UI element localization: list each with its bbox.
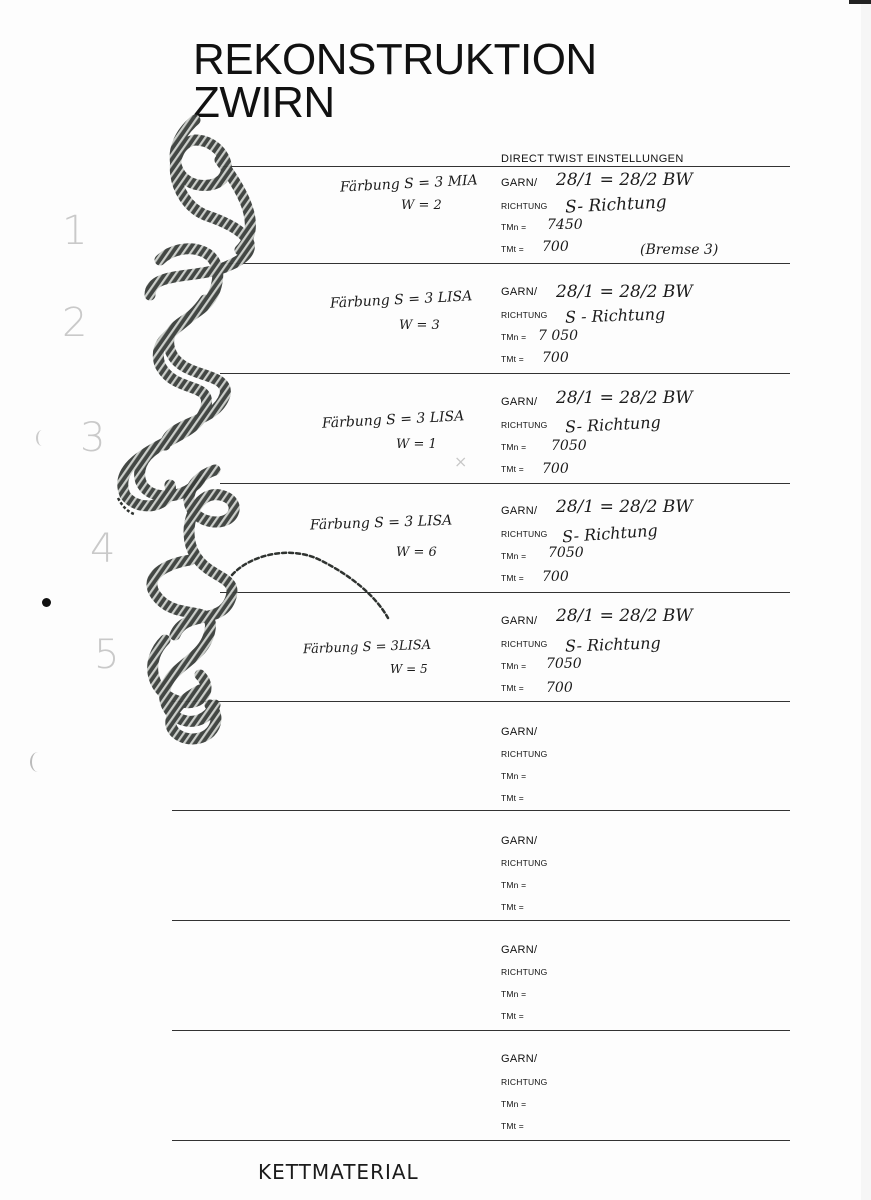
- garn-label: GARN/: [501, 944, 538, 956]
- tmt-label: TMt =: [501, 464, 524, 474]
- richtung-label: RICHTUNG: [501, 529, 548, 539]
- row-4-tmn-value: 7050: [548, 545, 584, 561]
- tmn-label: TMn =: [501, 661, 527, 671]
- row-2-tmn-value: 7 050: [538, 328, 579, 344]
- row-5-left-line-1: Färbung S = 3LISA: [302, 637, 432, 658]
- section-heading: DIRECT TWIST EINSTELLUNGEN: [501, 153, 684, 165]
- garn-label: GARN/: [501, 1053, 538, 1065]
- row-5-garn-value: 28/1 = 28/2 BW: [556, 606, 693, 626]
- tmt-label: TMt =: [501, 902, 524, 912]
- title-line-2: ZWIRN: [193, 78, 335, 127]
- row-4-garn-value: 28/1 = 28/2 BW: [556, 497, 693, 517]
- row-3-pencil-x: ×: [454, 452, 468, 471]
- tmn-label: TMn =: [501, 1099, 527, 1109]
- yarn-skein-upper: [123, 120, 251, 506]
- row-2-garn-value: 28/1 = 28/2 BW: [556, 282, 693, 302]
- row-number-5: 5: [94, 632, 120, 678]
- row-number-1: 1: [62, 208, 88, 254]
- richtung-label: RICHTUNG: [501, 201, 548, 211]
- richtung-label: RICHTUNG: [501, 639, 548, 649]
- tmt-label: TMt =: [501, 244, 524, 254]
- row-3-garn-value: 28/1 = 28/2 BW: [556, 388, 693, 408]
- row-3-tmt-value: 700: [542, 461, 569, 477]
- row-3-left-line-1: Färbung S = 3 LISA: [321, 408, 465, 432]
- tmt-label: TMt =: [501, 1011, 524, 1021]
- row-1-garn-value: 28/1 = 28/2 BW: [556, 170, 693, 190]
- row-1-left-line-1: Färbung S = 3 MIA: [339, 172, 479, 196]
- row-number-4: 4: [90, 526, 116, 572]
- richtung-label: RICHTUNG: [501, 749, 548, 759]
- tmn-label: TMn =: [501, 989, 527, 999]
- row-5-tmn-value: 7050: [546, 656, 582, 672]
- row-number-2: 2: [62, 300, 88, 346]
- richtung-label: RICHTUNG: [501, 858, 548, 868]
- row-2-tmt-value: 700: [542, 350, 569, 366]
- footer-note: KETTMATERIAL: [258, 1160, 419, 1184]
- garn-label: GARN/: [501, 396, 538, 408]
- tmn-label: TMn =: [501, 442, 527, 452]
- tmt-label: TMt =: [501, 573, 524, 583]
- tmt-label: TMt =: [501, 793, 524, 803]
- row-2-left-line-1: Färbung S = 3 LISA: [329, 288, 473, 312]
- row-1-left-line-2: W = 2: [401, 198, 442, 213]
- garn-label: GARN/: [501, 286, 538, 298]
- row-1-note: (Bremse 3): [640, 242, 719, 258]
- row-number-3: 3: [80, 415, 106, 461]
- tmt-label: TMt =: [501, 1121, 524, 1131]
- tmt-label: TMt =: [501, 683, 524, 693]
- garn-label: GARN/: [501, 726, 538, 738]
- row-5-left-line-2: W = 5: [390, 662, 428, 676]
- row-5-tmt-value: 700: [546, 680, 573, 696]
- tmt-label: TMt =: [501, 354, 524, 364]
- row-3-richtung-value: S- Richtung: [564, 412, 662, 437]
- row-4-richtung-value: S- Richtung: [561, 520, 659, 547]
- row-1-tmt-value: 700: [542, 239, 569, 255]
- row-4-left-line-2: W = 6: [396, 545, 437, 560]
- tmn-label: TMn =: [501, 332, 527, 342]
- tmn-label: TMn =: [501, 551, 527, 561]
- row-1-richtung-value: S- Richtung: [564, 192, 668, 218]
- richtung-label: RICHTUNG: [501, 967, 548, 977]
- richtung-label: RICHTUNG: [501, 420, 548, 430]
- richtung-label: RICHTUNG: [501, 310, 548, 320]
- row-2-richtung-value: S - Richtung: [564, 304, 666, 327]
- garn-label: GARN/: [501, 177, 538, 189]
- garn-label: GARN/: [501, 835, 538, 847]
- row-3-tmn-value: 7050: [551, 438, 587, 454]
- tmn-label: TMn =: [501, 771, 527, 781]
- richtung-label: RICHTUNG: [501, 1077, 548, 1087]
- row-4-tmt-value: 700: [542, 569, 569, 585]
- row-2-left-line-2: W = 3: [399, 318, 440, 333]
- row-5-richtung-value: S- Richtung: [564, 633, 662, 656]
- tmn-label: TMn =: [501, 880, 527, 890]
- yarn-skein-lower: [152, 470, 234, 739]
- garn-label: GARN/: [501, 615, 538, 627]
- yarn-loose-end: [232, 553, 388, 618]
- row-1-tmn-value: 7450: [547, 217, 583, 233]
- garn-label: GARN/: [501, 505, 538, 517]
- title-line-1: REKONSTRUKTION: [193, 35, 597, 84]
- tmn-label: TMn =: [501, 222, 527, 232]
- row-3-left-line-2: W = 1: [396, 437, 437, 452]
- row-4-left-line-1: Färbung S = 3 LISA: [309, 512, 453, 534]
